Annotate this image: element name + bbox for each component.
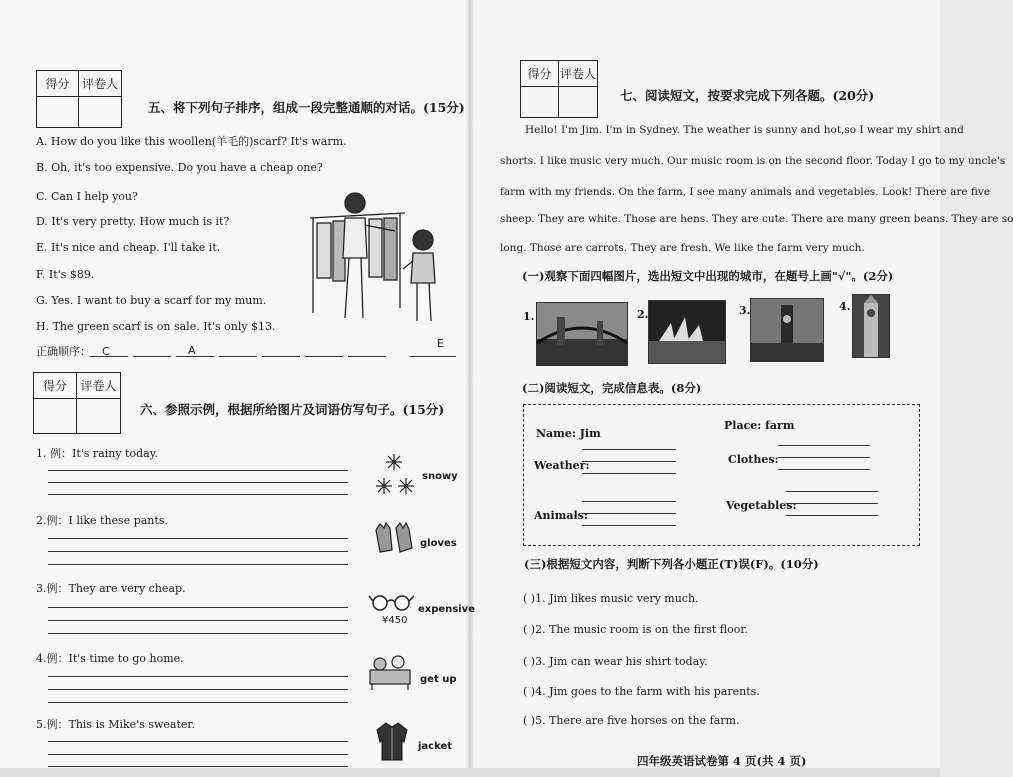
answer-line[interactable] bbox=[48, 702, 348, 703]
city-photo-3 bbox=[750, 298, 824, 362]
grader-cell[interactable] bbox=[79, 97, 121, 127]
jacket-icon bbox=[374, 720, 410, 762]
clothes-label: Clothes: bbox=[728, 453, 779, 466]
gloves-icon bbox=[372, 520, 416, 556]
example-1: 1. 例：It's rainy today. bbox=[36, 447, 158, 460]
snowflake-icon bbox=[372, 452, 418, 498]
weather-blank[interactable] bbox=[582, 473, 676, 474]
answer-line[interactable] bbox=[48, 689, 348, 690]
animals-blank[interactable] bbox=[582, 513, 676, 514]
order-answer-third: A bbox=[188, 344, 196, 357]
order-blank-5[interactable] bbox=[262, 356, 300, 357]
order-answer-first: C bbox=[102, 345, 110, 358]
vegetables-blank[interactable] bbox=[786, 491, 878, 492]
weather-blank[interactable] bbox=[582, 449, 676, 450]
weather-blank[interactable] bbox=[582, 461, 676, 462]
section6-heading: 六、参照示例，根据所给图片及词语仿写句子。(15分) bbox=[140, 402, 445, 417]
photo-number-3[interactable]: 3. bbox=[739, 304, 751, 317]
wake-up-icon bbox=[368, 652, 414, 692]
vegetables-blank[interactable] bbox=[786, 515, 878, 516]
score-cell[interactable] bbox=[521, 87, 559, 117]
score-box bbox=[33, 372, 121, 434]
answer-line[interactable] bbox=[48, 676, 348, 677]
passage-line-4: sheep. They are white. Those are hens. They are cute. There are many green beans. They are so bbox=[500, 213, 1013, 225]
photo-number-2[interactable]: 2. bbox=[637, 308, 649, 321]
sentence-e: E. It's nice and cheap. I'll take it. bbox=[36, 241, 221, 254]
score-label: 得分 bbox=[521, 61, 559, 87]
answer-line[interactable] bbox=[48, 551, 348, 552]
info-table bbox=[523, 404, 920, 546]
cue-word-2: gloves bbox=[420, 538, 457, 549]
tf-item-1[interactable]: ( )1. Jim likes music very much. bbox=[523, 592, 699, 605]
score-label: 得分 bbox=[34, 373, 77, 399]
vegetables-label: Vegetables: bbox=[726, 499, 797, 512]
tf-item-3[interactable]: ( )3. Jim can wear his shirt today. bbox=[523, 655, 708, 668]
example-2: 2.例：I like these pants. bbox=[36, 514, 168, 527]
answer-line[interactable] bbox=[48, 766, 348, 767]
answer-line[interactable] bbox=[48, 607, 348, 608]
answer-line[interactable] bbox=[48, 538, 348, 539]
clothes-blank[interactable] bbox=[778, 445, 870, 446]
shopping-illustration bbox=[305, 183, 455, 328]
passage-line-3: farm with my friends. On the farm, I see many animals and vegetables. Look! There are five bbox=[500, 186, 991, 198]
sentence-b: B. Oh, it's too expensive. Do you have a cheap one? bbox=[36, 161, 323, 174]
answer-line[interactable] bbox=[48, 754, 348, 755]
city-photo-2 bbox=[648, 300, 726, 364]
order-blank-8[interactable] bbox=[410, 356, 456, 357]
tf-item-5[interactable]: ( )5. There are five horses on the farm. bbox=[523, 714, 740, 727]
name-label: Name: Jim bbox=[536, 427, 601, 440]
city-photo-4 bbox=[852, 294, 890, 358]
book-spine bbox=[466, 0, 474, 777]
cue-word-1: snowy bbox=[422, 471, 458, 482]
tf-item-4[interactable]: ( )4. Jim goes to the farm with his parents. bbox=[523, 685, 760, 698]
answer-line[interactable] bbox=[48, 620, 348, 621]
passage-line-2: shorts. I like music very much. Our music room is on the second floor. Today I go to my uncle's bbox=[500, 155, 1006, 167]
photo-number-1[interactable]: 1. bbox=[523, 310, 535, 323]
sentence-d: D. It's very pretty. How much is it? bbox=[36, 215, 230, 228]
photo-number-4[interactable]: 4. bbox=[839, 300, 851, 313]
animals-label: Animals: bbox=[534, 509, 588, 522]
order-blank-6[interactable] bbox=[305, 356, 343, 357]
score-label: 得分 bbox=[37, 71, 79, 97]
sentence-f: F. It's $89. bbox=[36, 268, 95, 281]
order-blank-7[interactable] bbox=[348, 356, 386, 357]
price-label: ¥450 bbox=[382, 615, 408, 626]
section7-heading: 七、阅读短文，按要求完成下列各题。(20分) bbox=[620, 88, 875, 103]
order-blank-2[interactable] bbox=[133, 356, 171, 357]
part1-heading: (一)观察下面四幅图片，选出短文中出现的城市，在题号上画"√"。(2分) bbox=[522, 269, 894, 283]
passage-line-1: Hello! I'm Jim. I'm in Sydney. The weather is sunny and hot,so I wear my shirt and bbox=[525, 124, 964, 136]
section5-heading: 五、将下列句子排序，组成一段完整通顺的对话。(15分) bbox=[148, 100, 465, 115]
sentence-h: H. The green scarf is on sale. It's only $13. bbox=[36, 320, 276, 333]
grader-cell[interactable] bbox=[77, 399, 120, 433]
answer-line[interactable] bbox=[48, 564, 348, 565]
score-box bbox=[520, 60, 598, 118]
grader-label: 评卷人 bbox=[79, 71, 121, 97]
cue-word-3: expensive bbox=[418, 604, 475, 615]
answer-line[interactable] bbox=[48, 633, 348, 634]
example-3: 3.例：They are very cheap. bbox=[36, 582, 186, 595]
example-5: 5.例：This is Mike's sweater. bbox=[36, 718, 195, 731]
cue-word-5: jacket bbox=[418, 741, 453, 752]
score-cell[interactable] bbox=[37, 97, 79, 127]
page-shadow bbox=[0, 768, 940, 777]
grader-cell[interactable] bbox=[559, 87, 597, 117]
grader-label: 评卷人 bbox=[77, 373, 120, 399]
part2-heading: (二)阅读短文，完成信息表。(8分) bbox=[522, 381, 702, 395]
score-box bbox=[36, 70, 122, 128]
weather-label: Weather: bbox=[534, 459, 590, 472]
sentence-a: A. How do you like this woollen(羊毛的)scarf? It's warm. bbox=[36, 135, 347, 148]
animals-blank[interactable] bbox=[582, 525, 676, 526]
sentence-g: G. Yes. I want to buy a scarf for my mum. bbox=[36, 294, 267, 307]
glasses-icon bbox=[368, 592, 416, 612]
clothes-blank[interactable] bbox=[778, 469, 870, 470]
cue-word-4: get up bbox=[420, 674, 457, 685]
grader-label: 评卷人 bbox=[559, 61, 597, 87]
answer-line[interactable] bbox=[48, 470, 348, 471]
answer-line[interactable] bbox=[48, 482, 348, 483]
order-answer-last: E bbox=[437, 337, 444, 350]
answer-line[interactable] bbox=[48, 494, 348, 495]
city-photo-1 bbox=[536, 302, 628, 366]
vegetables-blank[interactable] bbox=[786, 503, 878, 504]
order-label: 正确顺序： bbox=[36, 345, 91, 358]
page-footer: 四年级英语试卷第 4 页(共 4 页) bbox=[637, 754, 807, 768]
passage-line-5: long. Those are carrots. They are fresh. We like the farm very much. bbox=[500, 242, 865, 254]
tf-item-2[interactable]: ( )2. The music room is on the first floor. bbox=[523, 623, 748, 636]
score-cell[interactable] bbox=[34, 399, 77, 433]
sentence-c: C. Can I help you? bbox=[36, 190, 138, 203]
answer-line[interactable] bbox=[48, 741, 348, 742]
place-label: Place: farm bbox=[724, 419, 795, 432]
example-4: 4.例：It's time to go home. bbox=[36, 652, 184, 665]
animals-blank[interactable] bbox=[582, 501, 676, 502]
order-blank-4[interactable] bbox=[219, 356, 257, 357]
clothes-blank[interactable] bbox=[778, 457, 870, 458]
part3-heading: (三)根据短文内容，判断下列各小题正(T)误(F)。(10分) bbox=[524, 557, 819, 571]
